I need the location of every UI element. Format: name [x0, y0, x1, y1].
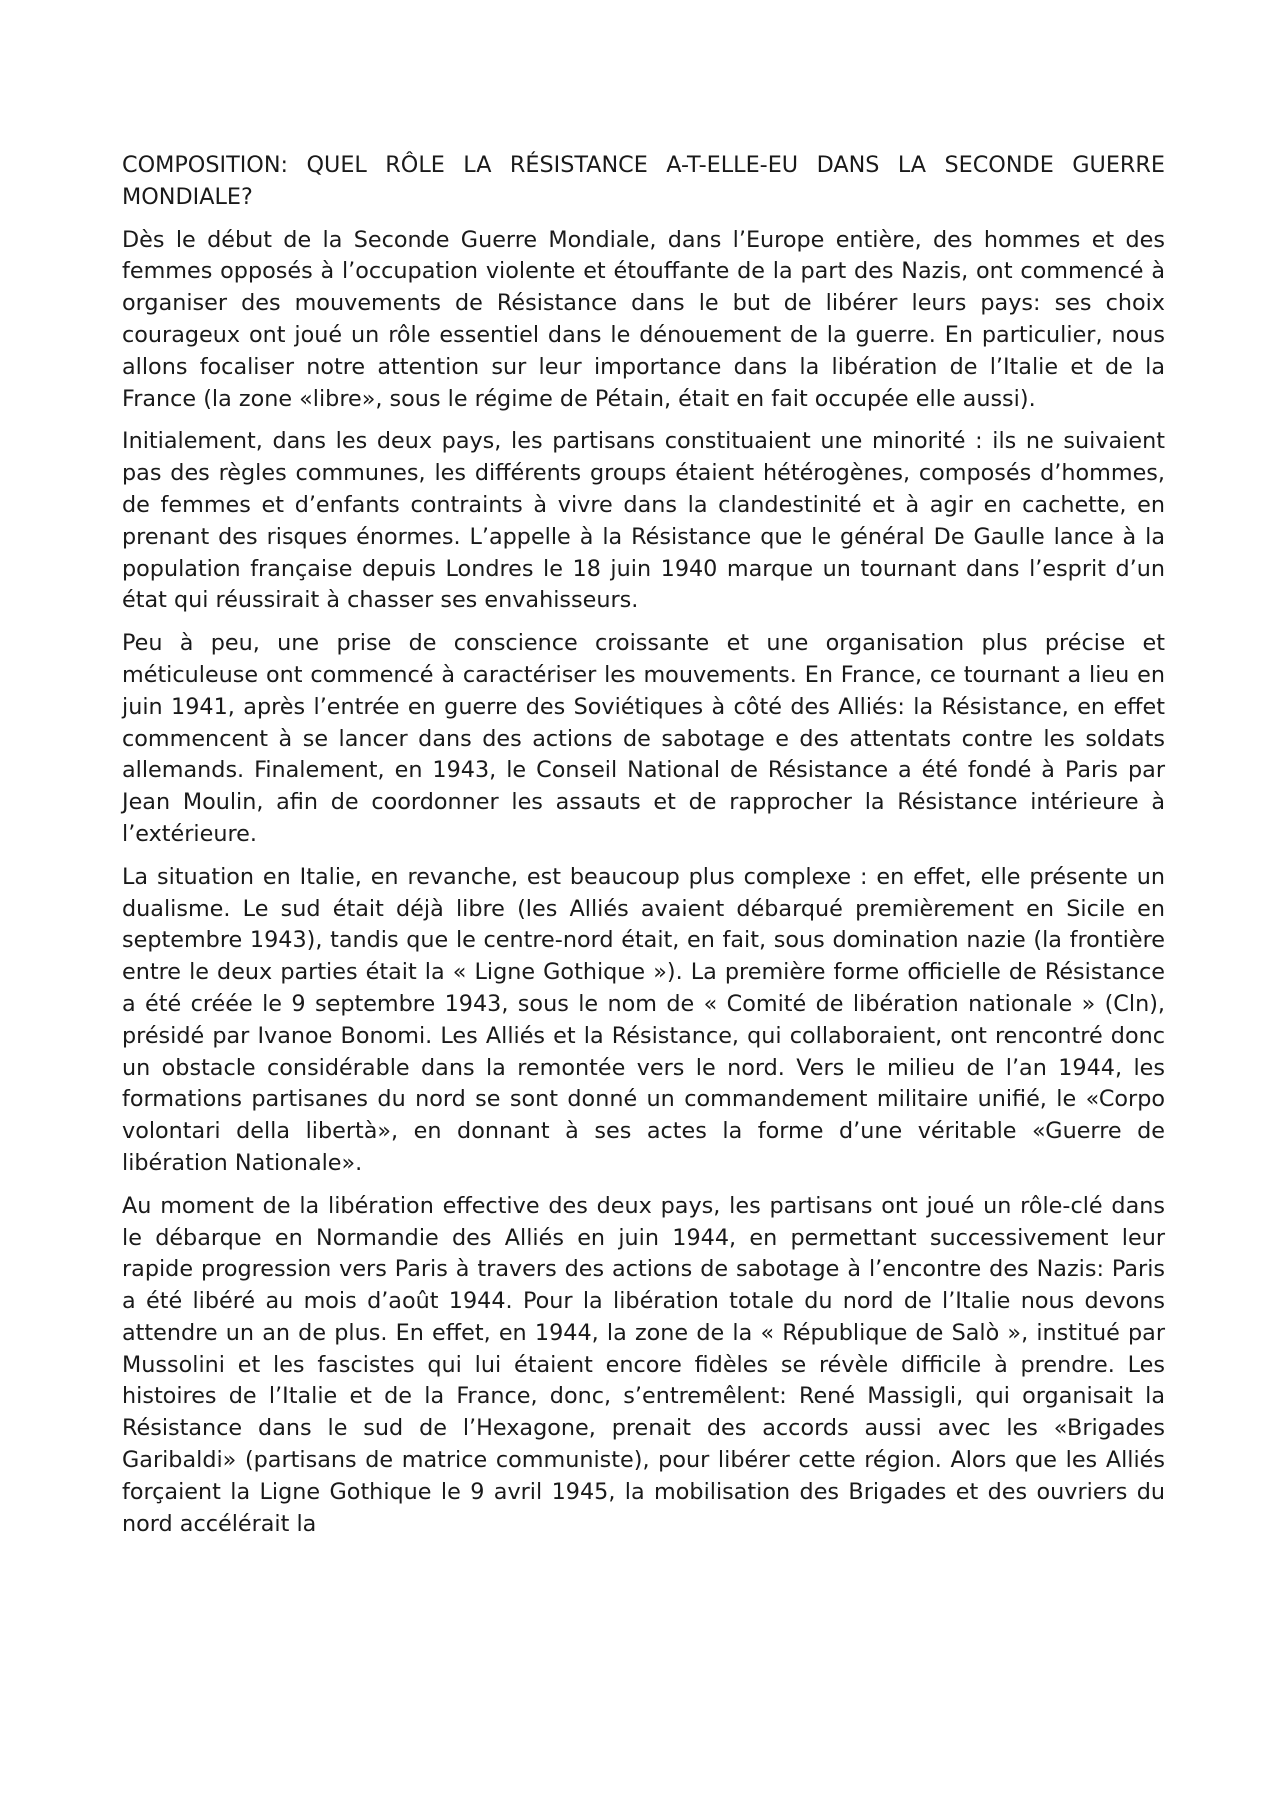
paragraph-situation-italie: La situation en Italie, en revanche, est beaucoup plus complexe : en effet, elle présente un dualisme. Le sud était déjà libre (les Alliés avaient débarqué premièrement en Sicile en septembre 1943), tandis que le centre-nord était, en fait, sous domination nazie (la frontière entre le deux parties était la « Ligne Gothique »). La première forme officielle de Résistance a été créée le 9 septembre 1943, sous le nom de « Comité de libération nationale » (Cln), présidé par Ivanoe Bonomi. Les Alliés et la Résistance, qui collaboraient, ont rencontré donc un obstacle considérable dans la remontée vers le nord. Vers le milieu de l’an 1944, les formations partisanes du nord se sont donné un commandement militaire unifié, le «Corpo volontari della libertà», en donnant à ses actes la forme d’une véritable «Guerre de libération Nationale». [122, 863, 1165, 1176]
paragraph-liberation: Au moment de la libération effective des deux pays, les partisans ont joué un rôle-clé dans le débarque en Normandie des Alliés en juin 1944, en permettant successivement leur rapide progression vers Paris à travers des actions de sabotage à l’encontre des Nazis: Paris a été libéré au mois d’août 1944. Pour la libération totale du nord de l’Italie nous devons attendre un an de plus. En effet, en 1944, la zone de la « République de Salò », institué par Mussolini et les fascistes qui lui étaient encore fidèles se révèle difficile à prendre. Les histoires de l’Italie et de la France, donc, s’entremêlent: René Massigli, qui organisait la Résistance dans le sud de l’Hexagone, prenait des accords aussi avec les «Brigades Garibaldi» (partisans de matrice communiste), pour libérer cette région. Alors que les Alliés forçaient la Ligne Gothique le 9 avril 1945, la mobilisation des Brigades et des ouvriers du nord accélérait la [122, 1192, 1165, 1537]
document-title: COMPOSITION: QUEL RÔLE LA RÉSISTANCE A-T-ELLE-EU DANS LA SECONDE GUERRE MONDIALE? [122, 152, 1165, 210]
paragraph-initial-partisans: Initialement, dans les deux pays, les partisans constituaient une minorité : ils ne suivaient pas des règles communes, les différents groups étaient hétérogènes, composés d’hommes, de femmes et d’enfants contraints à vivre dans la clandestinité et à agir en cachette, en prenant des risques énormes. L’appelle à la Résistance que le général De Gaulle lance à la population française depuis Londres le 18 juin 1940 marque un tournant dans l’esprit d’un état qui réussirait à chasser ses envahisseurs. [122, 428, 1165, 614]
paragraph-organisation-france: Peu à peu, une prise de conscience croissante et une organisation plus précise et méticuleuse ont commencé à caractériser les mouvements. En France, ce tournant a lieu en juin 1941, après l’entrée en guerre des Soviétiques à côté des Alliés: la Résistance, en effet commencent à se lancer dans des actions de sabotage e des attentats contre les soldats allemands. Finalement, en 1943, le Conseil National de Résistance a été fondé à Paris par Jean Moulin, afin de coordonner les assauts et de rapprocher la Résistance intérieure à l’extérieure. [122, 630, 1165, 847]
document-body [122, 150, 1165, 1551]
paragraph-intro: Dès le début de la Seconde Guerre Mondiale, dans l’Europe entière, des hommes et des femmes opposés à l’occupation violente et étouffante de la part des Nazis, ont commencé à organiser des mouvements de Résistance dans le but de libérer leurs pays: ses choix courageux ont joué un rôle essentiel dans le dénouement de la guerre. En particulier, nous allons focaliser notre attention sur leur importance dans la libération de l’Italie et de la France (la zone «libre», sous le régime de Pétain, était en fait occupée elle aussi). [122, 226, 1165, 412]
